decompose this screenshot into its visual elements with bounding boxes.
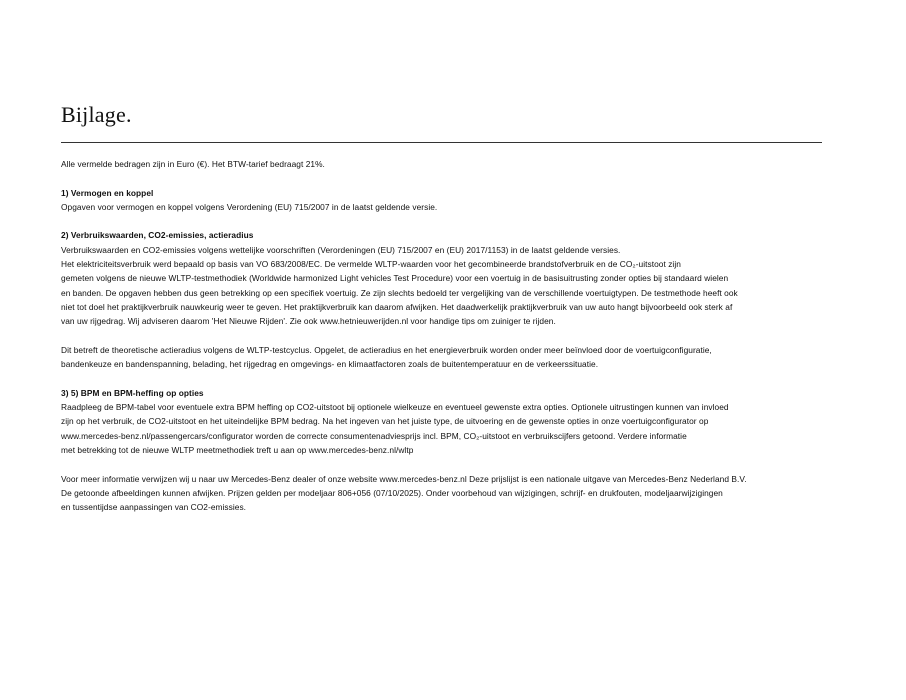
- paragraph-line: bandenkeuze en bandenspanning, belading, het rijgedrag en omgevings- en klimaatfactoren zoals de buitentemperatuur en de verkeerssituatie.: [61, 359, 599, 370]
- paragraph-line: Verbruikswaarden en CO2-emissies volgens wettelijke voorschriften (Verordeningen (EU) 715/2007 en (EU) 2017/1153) in de laatst geldende versies.: [61, 244, 621, 255]
- paragraph-line: Raadpleeg de BPM-tabel voor eventuele extra BPM heffing op CO2-uitstoot bij optionele wielkeuze en eventueel gewenste extra opties. Optionele uitrustingen kunnen van invloed: [61, 402, 729, 413]
- section-heading: 2) Verbruikswaarden, CO2-emissies, actieradius: [61, 230, 254, 241]
- paragraph-line: en banden. De opgaven hebben dus geen betrekking op een specifiek voertuig. Ze zijn slechts bedoeld ter vergelijking van de verschillende voertuigtypen. De testmethode heeft ook: [61, 287, 738, 298]
- intro-text: Alle vermelde bedragen zijn in Euro (€). Het BTW-tarief bedraagt 21%.: [61, 159, 325, 169]
- closing-notes: [61, 472, 781, 515]
- section-heading: 1) Vermogen en koppel: [61, 187, 154, 198]
- section-power-torque: [61, 186, 781, 215]
- paragraph-line: De getoonde afbeeldingen kunnen afwijken. Prijzen gelden per modeljaar 806+056 (07/10/2025). Onder voorbehoud van wijzigingen, schrijf- en drukfouten, modeljaarwijzigingen: [61, 487, 723, 498]
- paragraph-line: Opgaven voor vermogen en koppel volgens Verordening (EU) 715/2007 in de laatst geldende versie.: [61, 201, 438, 212]
- paragraph-line: zijn op het verbruik, de CO2-uitstoot en het uiteindelijke BPM bedrag. Na het ingeven van het juiste type, de uitvoering en de gewenste opties in onze voertuigconfigurator op: [61, 416, 709, 427]
- section-heading: 3) 5) BPM en BPM-heffing op opties: [61, 387, 204, 398]
- section-bpm: [61, 386, 781, 457]
- paragraph-line: met betrekking tot de nieuwe WLTP meetmethodiek treft u aan op www.mercedes-benz.nl/wltp: [61, 444, 414, 455]
- document-body: [61, 157, 781, 514]
- title-divider: [61, 142, 822, 143]
- paragraph-line: van uw rijgedrag. Wij adviseren daarom 'Het Nieuwe Rijden'. Zie ook www.hetnieuwerijden.nl voor handige tips om zuiniger te rijden.: [61, 316, 556, 327]
- paragraph-line: Dit betreft de theoretische actieradius volgens de WLTP-testcyclus. Opgelet, de actieradius en het energieverbruik worden onder meer beïnvloed door de voertuigconfiguratie,: [61, 344, 712, 355]
- paragraph-line: en tussentijdse aanpassingen van CO2-emissies.: [61, 502, 247, 513]
- paragraph-line: Het elektriciteitsverbruik werd bepaald op basis van VO 683/2008/EC. De vermelde WLTP-waarden voor het gecombineerde brandstofverbruik en de CO₂-uitstoot zijn: [61, 259, 681, 270]
- section-consumption-emissions: [61, 228, 781, 371]
- paragraph-line: Voor meer informatie verwijzen wij u naar uw Mercedes-Benz dealer of onze website www.mercedes-benz.nl Deze prijslijst is een nationale uitgave van Mercedes-Benz Nederland B.V.: [61, 473, 747, 484]
- paragraph-line: gemeten volgens de nieuwe WLTP-testmethodiek (Worldwide harmonized Light vehicles Test Procedure) voor een voertuig in de basisuitrusting zonder opties bij standaard wielen: [61, 273, 729, 284]
- paragraph-line: niet tot doel het praktijkverbruik nauwkeurig weer te geven. Het praktijkverbruik kan daarom afwijken. Het daadwerkelijk praktijkverbruik van uw auto hangt bijvoorbeeld ook sterk af: [61, 301, 733, 312]
- paragraph-line: www.mercedes-benz.nl/passengercars/configurator worden de correcte consumentenadviesprijs incl. BPM, CO₂-uitstoot en verbruikscijfers getoond. Verdere informatie: [61, 430, 687, 441]
- page-title: Bijlage.: [61, 102, 132, 127]
